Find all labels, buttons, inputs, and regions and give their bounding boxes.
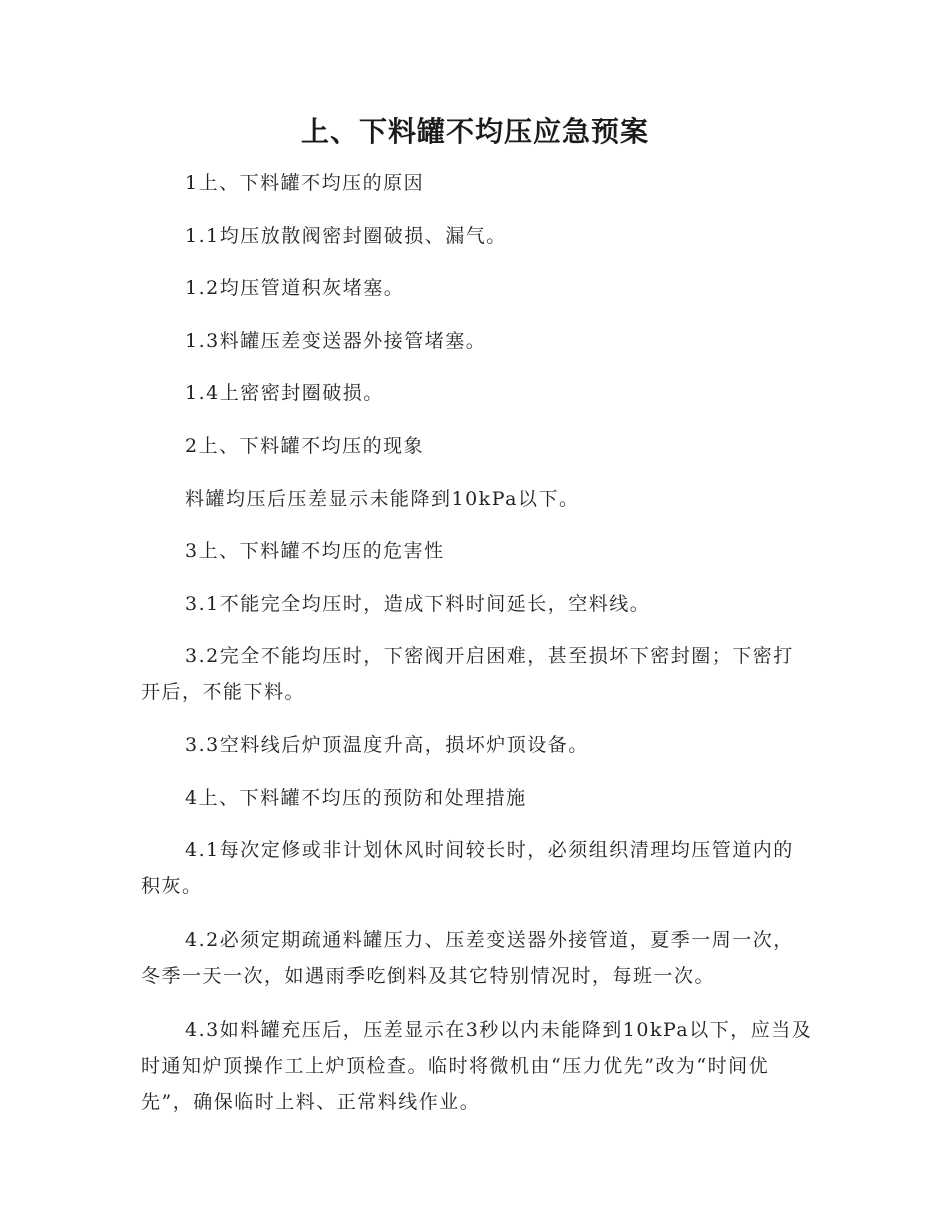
section-heading-4: 4上、下料罐不均压的预防和处理措施 xyxy=(185,787,527,809)
paragraph-2-body: 料罐均压后压差显示未能降到10kPa以下。 xyxy=(185,488,580,510)
paragraph-3-2: 3.2完全不能均压时，下密阀开启困难，甚至损坏下密封圈；下密打开后，不能下料。 xyxy=(141,645,794,703)
document-title: 上、下料罐不均压应急预案 xyxy=(300,115,649,148)
paragraph-1-2: 1.2均压管道积灰堵塞。 xyxy=(185,277,405,299)
paragraph-4-3: 4.3如料罐充压后，压差显示在3秒以内未能降到10kPa以下，应当及时通知炉顶操作工上炉顶检查。临时将微机由“压力优先”改为“时间优先”，确保临时上料、正常料线作业。 xyxy=(141,1019,813,1113)
paragraph-4-2: 4.2必须定期疏通料罐压力、压差变送器外接管道，夏季一周一次，冬季一天一次，如遇雨季吃倒料及其它特别情况时，每班一次。 xyxy=(141,929,794,987)
section-heading-1: 1上、下料罐不均压的原因 xyxy=(185,172,425,194)
section-heading-3: 3上、下料罐不均压的危害性 xyxy=(185,540,445,562)
paragraph-1-4: 1.4上密密封圈破损。 xyxy=(185,382,384,404)
paragraph-3-1: 3.1不能完全均压时，造成下料时间延长，空料线。 xyxy=(185,593,651,615)
paragraph-3-3: 3.3空料线后炉顶温度升高，损坏炉顶设备。 xyxy=(185,734,589,756)
paragraph-1-1: 1.1均压放散阀密封圈破损、漏气。 xyxy=(185,225,507,247)
section-heading-2: 2上、下料罐不均压的现象 xyxy=(185,435,425,457)
paragraph-1-3: 1.3料罐压差变送器外接管堵塞。 xyxy=(185,330,487,352)
paragraph-4-1: 4.1每次定修或非计划休风时间较长时，必须组织清理均压管道内的积灰。 xyxy=(141,839,794,897)
